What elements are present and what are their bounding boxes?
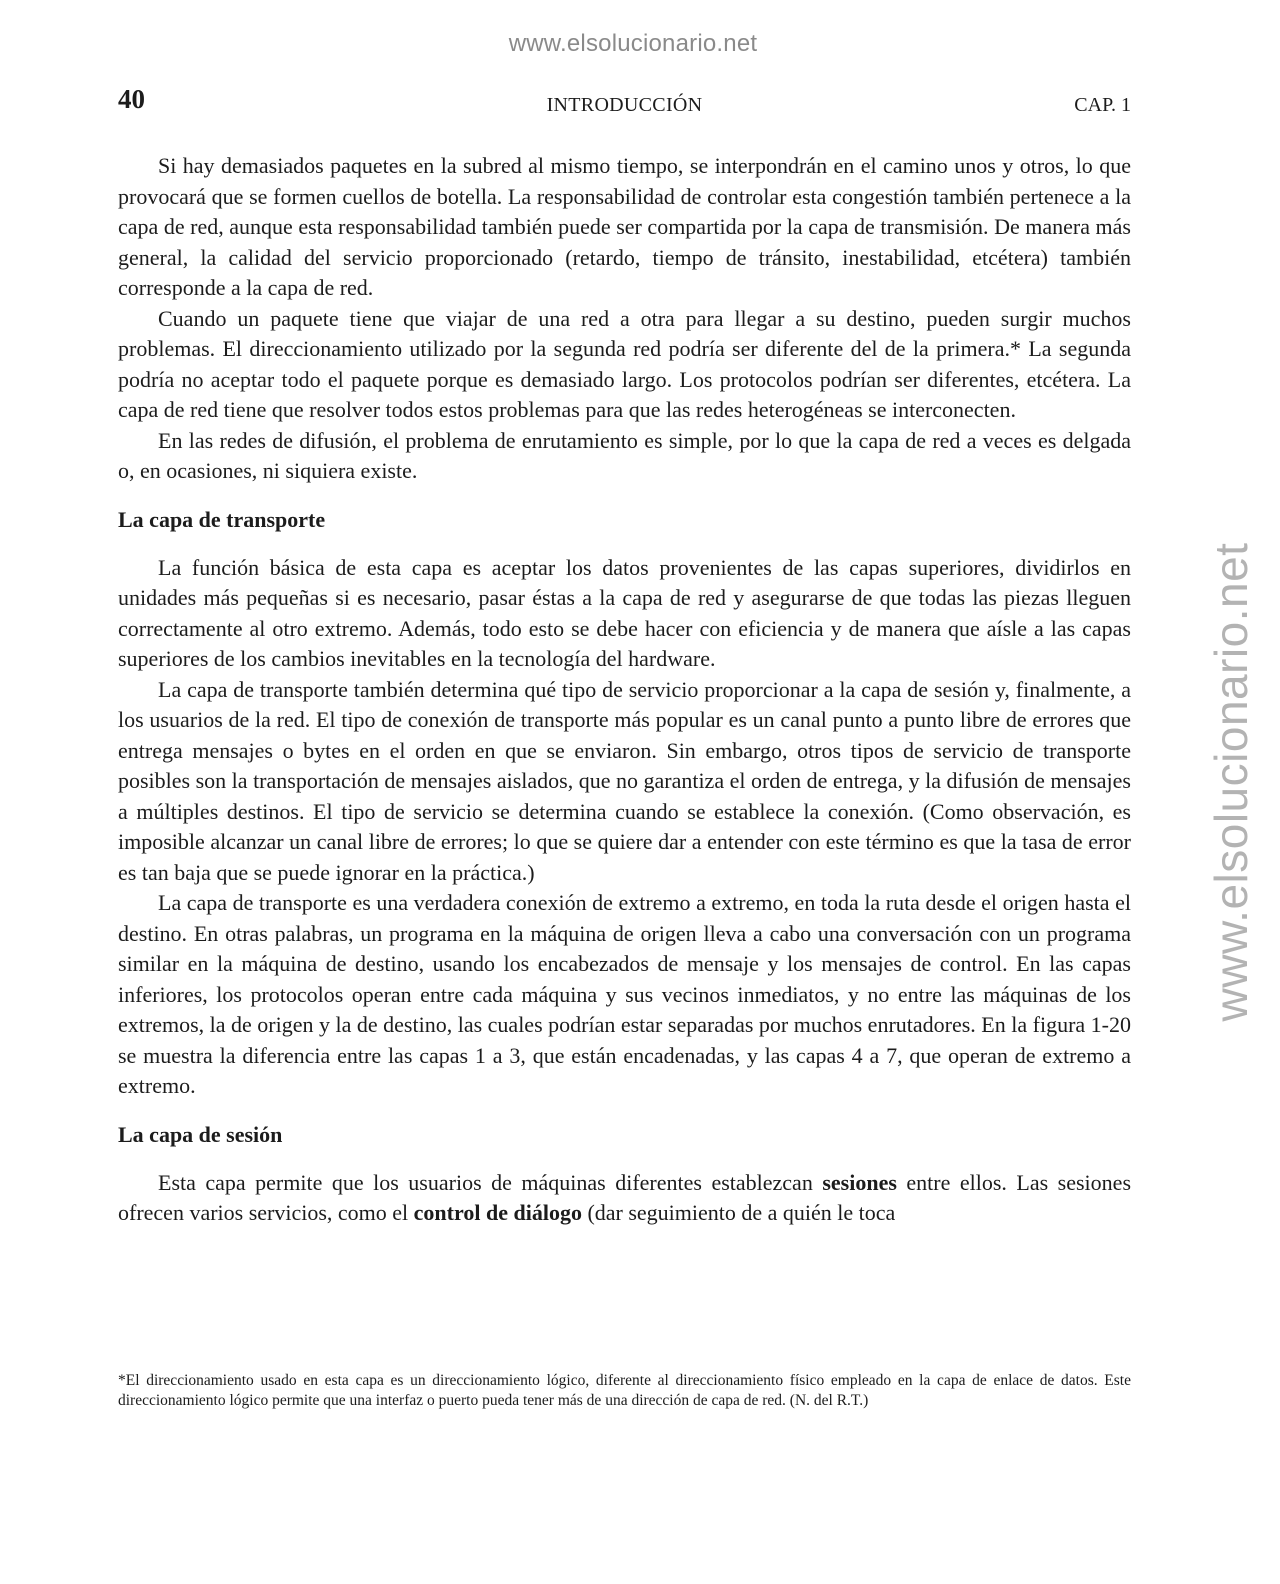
- paragraph-transport-function: La función básica de esta capa es aceptar los datos provenientes de las capas superiores, dividirlos en unidades más pequeñas si es necesario, pasar éstas a la capa de red y asegurarse de que todas las piezas lleguen correctamente al otro extremo. Además, todo esto se debe hacer con eficiencia y de manera que aísle a las capas superiores de los cambios inevitables en la tecnología del hardware.: [118, 554, 1131, 671]
- footnote: *El direccionamiento usado en esta capa es un direccionamiento lógico, diferente al direccionamiento físico empleado en la capa de enlace de datos. Este direccionamiento lógico permite que una interfaz o puerto pueda tener más de una dirección de capa de red. (N. del R.T.): [118, 1372, 1131, 1409]
- term-control-de-dialogo: control de diálogo: [413, 1200, 582, 1225]
- running-head: [118, 84, 1131, 124]
- page-content: [118, 151, 1131, 1229]
- book-page: [118, 84, 1131, 1229]
- paragraph-congestion: Si hay demasiados paquetes en la subred al mismo tiempo, se interpondrán en el camino unos y otros, lo que provocará que se formen cuellos de botella. La responsabilidad de controlar esta congestión también pertenece a la capa de red, aunque esta responsabilidad también puede ser compartida por la capa de transmisión. De manera más general, la calidad del servicio proporcionado (retardo, tiempo de tránsito, inestabilidad, etcétera) también corresponde a la capa de red.: [118, 153, 1131, 300]
- paragraph-broadcast: En las redes de difusión, el problema de enrutamiento es simple, por lo que la capa de red a veces es delgada o, en ocasiones, ni siquiera existe.: [118, 427, 1131, 483]
- paragraph-session: [118, 1168, 1131, 1229]
- page-number: 40: [118, 84, 145, 114]
- paragraph-internetworking: Cuando un paquete tiene que viajar de una red a otra para llegar a su destino, pueden surgir muchos problemas. El direccionamiento utilizado por la segunda red podría ser diferente del de la primera.* La segunda podría no aceptar todo el paquete porque es demasiado largo. Los protocolos podrían ser diferentes, etcétera. La capa de red tiene que resolver todos estos problemas para que las redes heterogéneas se interconecten.: [118, 305, 1131, 422]
- running-title: INTRODUCCIÓN: [546, 94, 703, 116]
- watermark-side: www.elsolucionario.net: [1205, 542, 1257, 1022]
- term-sesiones: sesiones: [822, 1169, 897, 1195]
- watermark-top: www.elsolucionario.net: [508, 30, 758, 57]
- section-heading-transport: La capa de transporte: [118, 506, 326, 532]
- section-heading-session: La capa de sesión: [118, 1121, 283, 1147]
- session-text-middle: entre ellos. Las sesiones ofrecen varios servicios, como el: [118, 1169, 1131, 1225]
- chapter-label: CAP. 1: [1074, 94, 1131, 116]
- session-text-end: (dar seguimiento de a quién le toca: [581, 1200, 896, 1225]
- session-text-start: Esta capa permite que los usuarios de máquinas diferentes establezcan: [158, 1169, 823, 1195]
- paragraph-transport-service: La capa de transporte también determina qué tipo de servicio proporcionar a la capa de sesión y, finalmente, a los usuarios de la red. El tipo de conexión de transporte más popular es un canal punto a punto libre de errores que entrega mensajes o bytes en el orden en que se enviaron. Sin embargo, otros tipos de servicio de transporte posibles son la transportación de mensajes aislados, que no garantiza el orden de entrega, y la difusión de mensajes a múltiples destinos. El tipo de servicio se determina cuando se establece la conexión. (Como observación, es imposible alcanzar un canal libre de errores; lo que se quiere dar a entender con este término es que la tasa de error es tan baja que se puede ignorar en la práctica.): [118, 676, 1131, 885]
- paragraph-end-to-end: La capa de transporte es una verdadera conexión de extremo a extremo, en toda la ruta desde el origen hasta el destino. En otras palabras, un programa en la máquina de origen lleva a cabo una conversación con un programa similar en la máquina de destino, usando los encabezados de mensaje y los mensajes de control. En las capas inferiores, los protocolos operan entre cada máquina y sus vecinos inmediatos, y no entre las máquinas de los extremos, la de origen y la de destino, las cuales podrían estar separadas por muchos enrutadores. En la figura 1-20 se muestra la diferencia entre las capas 1 a 3, que están encadenadas, y las capas 4 a 7, que operan de extremo a extremo.: [118, 890, 1131, 1098]
